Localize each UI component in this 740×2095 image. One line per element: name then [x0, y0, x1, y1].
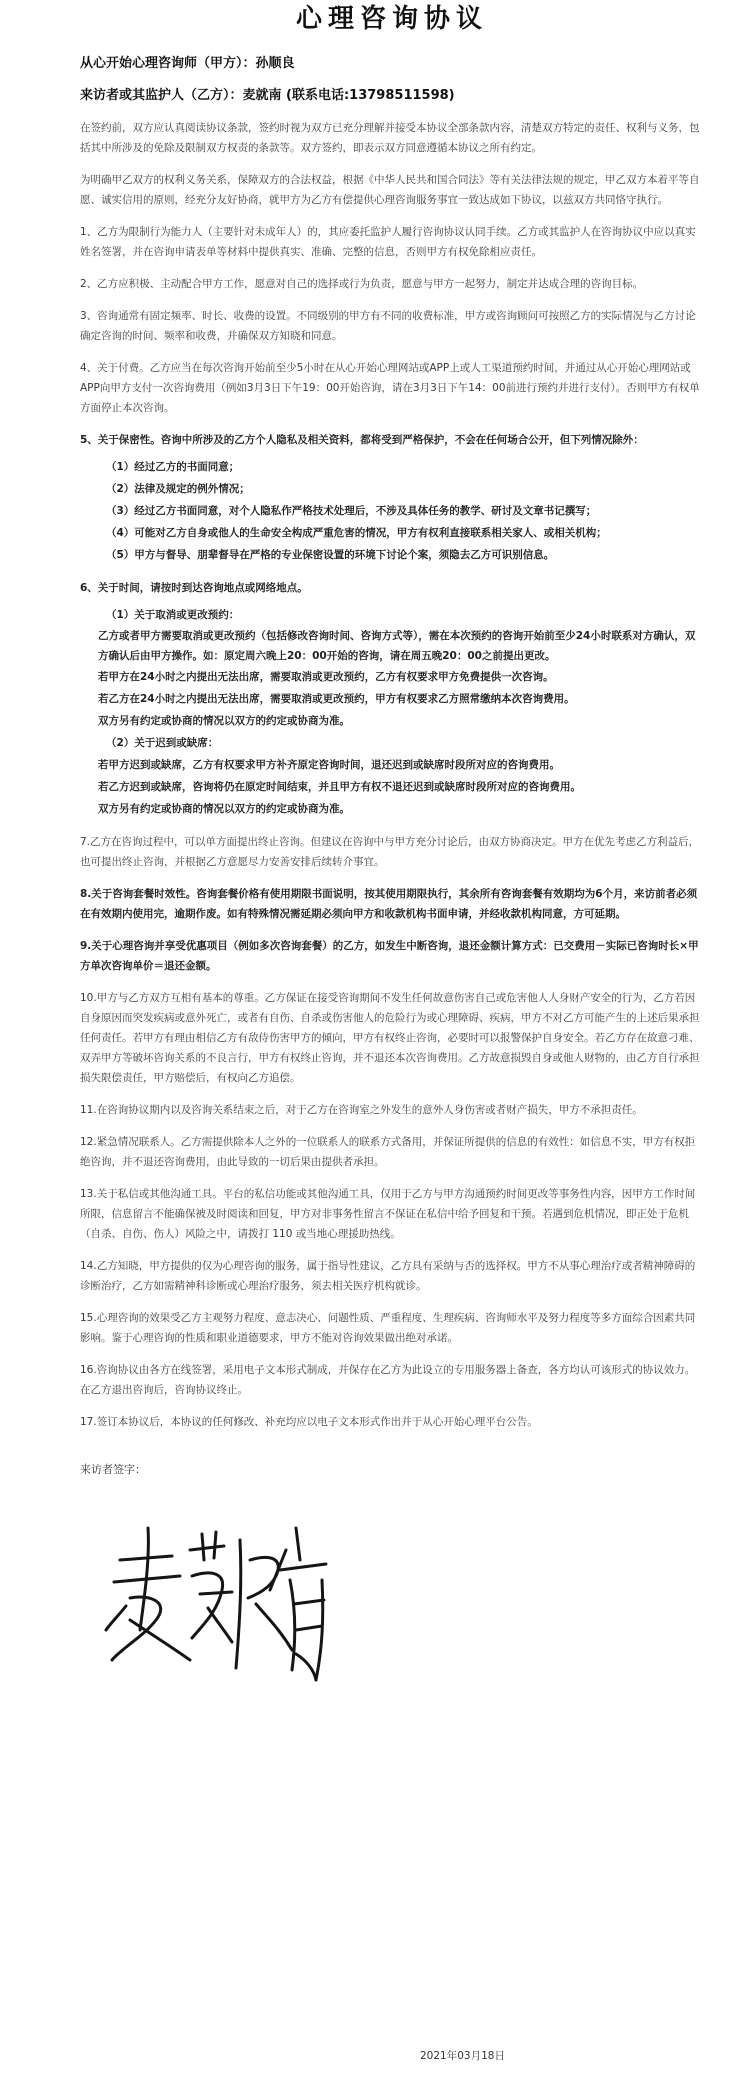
clause-17: 17.签订本协议后，本协议的任何修改、补充均应以电子文本形式作出并于从心开始心理平台公告。: [80, 1416, 538, 1428]
clause-11: 11.在咨询协议期内以及咨询关系结束之后，对于乙方在咨询室之外发生的意外人身伤害或者财产损失，甲方不承担责任。: [80, 1104, 643, 1116]
clause-3: 3、咨询通常有固定频率、时长、收费的设置。不同级别的甲方有不同的收费标准，甲方或咨询顾问可按照乙方的实际情况与乙方讨论确定咨询的时间、频率和收费，并确保双方知晓和同意。: [80, 310, 696, 342]
clause-10: 10.甲方与乙方双方互相有基本的尊重。乙方保证在接受咨询期间不发生任何故意伤害自己或危害他人人身财产安全的行为，乙方若因自身原因而突发疾病或意外死亡，或者有自伤、自杀或伤害他人的危险行为或心理障碍、疾病，甲方不对乙方可能产生的上述后果承担任何责任。若甲方有理由相信乙方有敌侍伤害甲方的倾向，甲方有权终止咨询，必要时可以报警保护自身安全。若乙方存在故意刁难、双弄甲方等破坏咨询关系的不良言行，甲方有权终止咨询，并不退还本次咨询费用。乙方故意损毁自身或他人财物的，由乙方自行承担损失限偿责任，甲方赔偿后，有权向乙方追偿。: [80, 992, 700, 1084]
clause-6-2-line: 若乙方迟到或缺席，咨询将仍在原定时间结束，并且甲方有权不退还迟到或缺席时段所对应的咨询费用。: [98, 781, 581, 793]
signature-label: 来访者签字：: [80, 1463, 146, 1476]
clause-5-item: （5）甲方与督导、朋辈督导在严格的专业保密设置的环境下讨论个案，须隐去乙方可识别信息。: [106, 549, 555, 561]
clause-6-2-line: 若甲方迟到或缺席，乙方有权要求甲方补齐原定咨询时间，退还迟到或缺席时段所对应的咨询费用。: [98, 759, 560, 771]
clause-6-1-line: 若甲方在24小时之内提出无法出席，需要取消或更改预约，乙方有权要求甲方免费提供一次咨询。: [98, 671, 554, 683]
clause-7: 7.乙方在咨询过程中，可以单方面提出终止咨询。但建议在咨询中与甲方充分讨论后，由双方协商决定。甲方在优先考虑乙方利益后，也可提出终止咨询，并根据乙方意愿尽力安善安排后续转介事宜。: [80, 836, 700, 868]
clause-5-exceptions: [80, 456, 704, 566]
page-title: 心理咨询协议: [295, 4, 488, 34]
clause-6-1-line: 双方另有约定或协商的情况以双方的约定或协商为准。: [98, 715, 350, 727]
clause-2: 2、乙方应积极、主动配合甲方工作，愿意对自己的选择或行为负责，愿意与甲方一起努力，制定并达成合理的咨询目标。: [80, 278, 644, 290]
handwritten-signature: [100, 1520, 330, 1690]
clause-5-item: （4）可能对乙方自身或他人的生命安全构成严重危害的情况，甲方有权利直接联系相关家人、或相关机构；: [106, 527, 607, 539]
clause-4: 4、关于付费。乙方应当在每次咨询开始前至少5小时在从心开始心理网站或APP上或人工渠道预约时间，并通过从心开始心理网站或APP向甲方支付一次咨询费用（例如3月3日下午19：00开始咨询，请在3月3日下午14：00前进行预约并进行支付）。否则甲方有权单方面停止本次咨询。: [80, 362, 700, 414]
clause-5-item: （2）法律及规定的例外情况；: [106, 483, 250, 495]
clause-5-item: （3）经过乙方书面同意，对个人隐私作严格技术处理后，不涉及具体任务的教学、研讨及文章书记撰写；: [106, 505, 597, 517]
clause-6-2-line: 双方另有约定或协商的情况以双方的约定或协商为准。: [98, 803, 350, 815]
signing-date: 2021年03月18日: [420, 2050, 505, 2062]
clause-5: 5、关于保密性。咨询中所涉及的乙方个人隐私及相关资料，都将受到严格保护，不会在任何场合公开，但下列情况除外：: [80, 434, 644, 446]
clause-1: 1、乙方为限制行为能力人（主要针对未成年人）的，其应委托监护人履行咨询协议认同手续。乙方或其监护人在咨询协议中应以真实姓名签署，并在咨询申请表单等材料中提供真实、准确、完整的信息，否则甲方有权免除相应责任。: [80, 226, 696, 258]
clause-8: 8.关于咨询套餐时效性。咨询套餐价格有使用期限书面说明，按其使用期限执行，其余所有咨询套餐有效期均为6个月，来访前者必须在有效期内使用完，逾期作废。如有特殊情况需延期必须向甲方和收款机构书面申请，并经收款机构同意，方可延期。: [80, 888, 698, 920]
clause-12: 12.紧急情况联系人。乙方需提供除本人之外的一位联系人的联系方式备用，并保证所提供的信息的有效性：如信息不实，甲方有权拒绝咨询，并不退还咨询费用，由此导致的一切后果由提供者承担。: [80, 1136, 696, 1168]
clause-14: 14.乙方知晓，甲方提供的仅为心理咨询的服务，属于指导性建议，乙方具有采纳与否的选择权。甲方不从事心理治疗或者精神障碍的诊断治疗，乙方如需精神科诊断或心理治疗服务，须去相关医疗机构就诊。: [80, 1260, 696, 1292]
clause-6: 6、关于时间，请按时到达咨询地点或网络地点。: [80, 582, 308, 594]
party-b: 来访者或其监护人（乙方）：麦就南 (联系电话:13798511598): [80, 88, 455, 103]
clause-9: 9.关于心理咨询并享受优惠项目（例如多次咨询套餐）的乙方，如发生中断咨询，退还金额计算方式：已交费用－实际已咨询时长×甲方单次咨询单价＝退还金额。: [80, 940, 699, 972]
clause-6-1-line: 若乙方在24小时之内提出无法出席，需要取消或更改预约，甲方有权要求乙方照常缴纳本次咨询费用。: [98, 693, 575, 705]
intro-paragraph-1: 在签约前，双方应认真阅读协议条款，签约时视为双方已充分理解并接受本协议全部条款内容，清楚双方特定的责任、权利与义务，包括其中所涉及的免除及限制双方权责的条款等。双方签约，即表示双方同意遵循本协议之所有约定。: [80, 122, 700, 154]
clause-5-item: （1）经过乙方的书面同意；: [106, 461, 240, 473]
clause-15: 15.心理咨询的效果受乙方主观努力程度、意志决心、问题性质、严重程度、生理疾病、咨询师水平及努力程度等多方面综合因素共同影响。鉴于心理咨询的性质和职业道德要求，甲方不能对咨询效果做出绝对承诺。: [80, 1312, 696, 1344]
clause-13: 13.关于私信或其他沟通工具。平台的私信功能或其他沟通工具，仅用于乙方与甲方沟通预约时间更改等事务性内容，因甲方工作时间所限，信息留言不能确保被及时阅读和回复，甲方对非事务性留言不保证在私信中给予回复和干预。若遇到危机情况，即正处于危机（自杀、自伤、伤人）风险之中，请拨打 110 或当地心理援助热线。: [80, 1188, 696, 1240]
clause-6-details: [80, 604, 704, 820]
intro-paragraph-2: 为明确甲乙双方的权利义务关系，保障双方的合法权益，根据《中华人民共和国合同法》等有关法律法规的规定，甲乙双方本着平等自愿、诚实信用的原则，经充分友好协商，就甲方为乙方有偿提供心理咨询服务事宜一致达成如下协议，以兹双方共同恪守执行。: [80, 174, 700, 206]
clause-16: 16.咨询协议由各方在线签署，采用电子文本形式制成，并保存在乙方为此设立的专用服务器上备查，各方均认可该形式的协议效力。在乙方退出咨询后，咨询协议终止。: [80, 1364, 696, 1396]
clause-6-1-title: （1）关于取消或更改预约：: [106, 609, 240, 621]
clause-6-2-title: （2）关于迟到或缺席：: [106, 737, 219, 749]
party-a: 从心开始心理咨询师（甲方）：孙顺良: [80, 56, 295, 71]
clause-6-1-line: 乙方或者甲方需要取消或更改预约（包括修改咨询时间、咨询方式等），需在本次预约的咨询开始前至少24小时联系对方确认，双方确认后由甲方操作。如：原定周六晚上20：00开始的咨询，请在周五晚20：00之前提出更改。: [98, 630, 696, 662]
